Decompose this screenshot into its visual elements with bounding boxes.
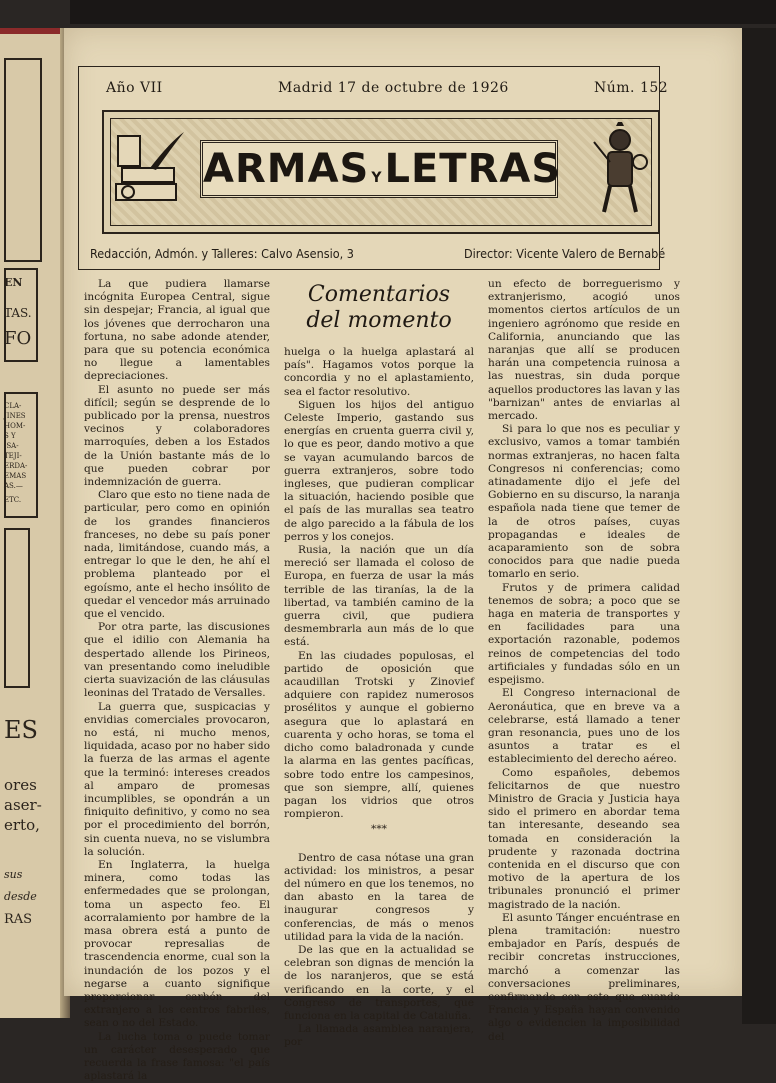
left-fragment: ores — [4, 776, 37, 794]
left-fragment: RAS — [4, 912, 33, 927]
column-1 — [84, 278, 270, 1083]
knight-figure-icon — [588, 122, 652, 218]
left-fragment: ES — [4, 716, 38, 744]
scanner-right-edge — [742, 28, 776, 1024]
paragraph: La lucha toma o puede tomar un carácter desesperado que recuerda la frase famosa: "el país aplastará la — [84, 1030, 270, 1083]
paragraph: Si para lo que nos es peculiar y exclusivo, vamos a tomar también normas extranjeras, no hacen falta Congresos ni conferencias; como atinadamente dijo el jefe del Gobierno en su discurso, la naranja española nada tiene que temer de la de otros países, cuyas propagandas e ideales de acaparamiento son de sobra conocidos para que nadie pueda tomarlo en serio. — [488, 423, 680, 581]
director-line: Director: Vicente Valero de Bernabé — [464, 246, 666, 261]
address-line: Redacción, Admón. y Talleres: Calvo Asensio, 3 — [90, 246, 354, 261]
paragraph: Por otra parte, las discusiones que el idilio con Alemania ha despertado allende los Pirineos, van presentando como ineludible cierta suavización de las cláusulas leoninas del Tratado de Versalles. — [84, 621, 270, 700]
adjacent-page — [0, 28, 70, 1018]
left-page-box-lower — [4, 528, 30, 688]
section-separator: *** — [371, 823, 387, 836]
left-fragment: ETC. — [4, 496, 22, 504]
article-title — [284, 282, 474, 334]
left-fragment: JINES — [4, 412, 26, 420]
title-conjunction: Y — [371, 169, 383, 186]
paragraph: En Inglaterra, la huelga minera, como todas las enfermedades que se prolongan, toma un aspecto feo. El acorralamiento por hambre de la masa obrera está a punto de provocar represalias de trascendencia enorme, cual son la inundación de los pozos y el negarse a cuanto signifique proporcionar carbón del extranjero a los centros fabriles, sean o no del Estado. — [84, 858, 270, 1030]
dateline: Madrid 17 de octubre de 1926 — [278, 80, 509, 96]
paragraph: Como españoles, debemos felicitarnos de que nuestro Ministro de Gracia y Justicia haya sido el primero en abordar tema tan interesante, deseando sea tomada en consideración la prudente y razonada doctrina contenida en el discurso que con motivo de la apertura de los tribunales pronunció el primer magistrado de la nación. — [488, 766, 680, 911]
paragraph: La guerra que, suspicacias y envidias comerciales provocaron, no está, ni mucho menos, liquidada, acaso por no haber sido la fuerza de las armas el agente que la terminó: intereses creados al amparo de promesas incumplibles, se opondrán a un finiquito definitivo, y como no sea por el procedimiento del borrón, sin cuenta nueva, no se vislumbra la solución. — [84, 700, 270, 858]
left-fragment: AS.— — [4, 482, 23, 490]
left-fragment: TEJI- — [4, 452, 22, 460]
title-box — [200, 140, 562, 198]
left-fragment: HOM- — [4, 422, 26, 430]
left-fragment: -SA- — [4, 442, 19, 450]
article-title-line-2: del momento — [306, 308, 452, 333]
title-letras: LETRAS — [384, 146, 562, 192]
column-2 — [284, 346, 474, 1050]
left-fragment: S Y — [4, 432, 16, 440]
paragraph: Frutos y de primera calidad tenemos de sobra; a poco que se haga en materia de transportes y en facilidades para una exportación razonable, podemos reinos de competencias del todo artificiales y fundadas sólo en un espejismo. — [488, 581, 680, 687]
books-quill-icon — [110, 128, 190, 214]
paragraph: La llamada asamblea naranjera, por — [284, 1023, 474, 1049]
article-title-line-1: Comentarios — [307, 282, 451, 307]
paragraph: El asunto no puede ser más difícil; según se desprende de lo publicado por la prensa, nuestros vecinos y colaboradores marroquíes, deben a los Estados de la Unión bastante más de lo que pueden cobrar por indemnización de guerra. — [84, 383, 270, 489]
paragraph: Rusia, la nación que un día mereció ser llamada el coloso de Europa, en fuerza de usar la más terrible de las tiranías, la de la libertad, va también camino de la guerra civil, que pudiera desmembrarla aun más de lo que está. — [284, 544, 474, 649]
left-fragment: erto, — [4, 816, 40, 834]
title-armas: ARMAS — [203, 146, 370, 192]
left-fragment: EMAS — [4, 472, 27, 480]
paragraph: Dentro de casa nótase una gran actividad: los ministros, a pesar del número en que los tenemos, no dan abasto en la tarea de inaugurar congresos y conferencias, de más o menos utilidad para la vida de la nación. — [284, 851, 474, 943]
masthead — [102, 110, 660, 234]
paragraph: Claro que esto no tiene nada de particular, pero como en opinión de los grandes financieros franceses, no debe su país poner nada, limitándose, cuando más, a entregar lo que le den, he ahí el problema planteado por el egoísmo, ante el hecho insólito de quedar el vencedor más arruinado que el vencido. — [84, 489, 270, 621]
paragraph: La que pudiera llamarse incógnita Europea Central, sigue sin despejar; Francia, al igual que los jóvenes que derrocharon una fortuna, no sabe adonde atender, para que su potencia económica no llegue a lamentables depreciaciones. — [84, 278, 270, 383]
paragraph: El asunto Tánger encuéntrase en plena tramitación: nuestro embajador en París, después de recibir concretas instrucciones, marchó a comenzar las conversaciones preliminares, confirmando con esto que cuando Francia y España hayan convenido algo o evidencien la imposibilidad del — [488, 911, 680, 1043]
paragraph: De las que en la actualidad se celebran son dignas de mención la de los naranjeros, que se está verificando en la corte, y el Congreso de transportes, que funciona en la capital de Cataluña. — [284, 943, 474, 1022]
spacer — [284, 839, 474, 852]
year-label: Año VII — [106, 80, 163, 96]
column-3 — [488, 278, 680, 1044]
left-fragment: sus — [4, 868, 23, 881]
left-fragment: aser- — [4, 796, 42, 814]
left-page-box-top — [4, 58, 42, 262]
left-fragment: ERDA- — [4, 462, 28, 470]
paragraph: El Congreso internacional de Aeronáutica, que en breve va a celebrarse, está llamado a tener gran resonancia, pues uno de los asuntos a tratar es el establecimiento del derecho aéreo. — [488, 687, 680, 766]
paragraph: un efecto de borreguerismo y extranjerismo, acogió unos momentos ciertos artículos de un ingeniero agrónomo que reside en California, anunciando que las naranjas que allí se producen harán una competencia ruinosa a las nuestras, sin duda porque aquellos productores las lavan y las "barnizan" antes de enviarlas al mercado. — [488, 278, 680, 423]
left-fragment: FO — [4, 328, 32, 349]
newspaper-page — [64, 28, 742, 1083]
paragraph: huelga o la huelga aplastará al país". Hagamos votos porque la concordia y no el aplastamiento, sea el factor resolutivo. — [284, 346, 474, 398]
paragraph: Siguen los hijos del antiguo Celeste Imperio, gastando sus energías en cruenta guerra civil y, lo que es peor, dando motivo a que se vayan acumulando barcos de guerra extranjeros, sobre todo ingleses, que pudieran complicar la situación, haciendo posible que el país de las murallas sea teatro de algo parecido a la fábula de los perros y los conejos. — [284, 398, 474, 543]
issue-number: Núm. 152 — [594, 80, 669, 96]
paragraph: En las ciudades populosas, el partido de oposición que acaudillan Trotski y Zinovief adquiere con rapidez numerosos prosélitos y aunque el gobierno asegura que lo aplastará en cuarenta y ocho horas, se toma el dicho como baladronada y cunde la alarma en las gentes pacíficas, sobre todo entre los campesinos, que son siempre, allí, quienes pagan los vidrios que otros rompieron. — [284, 649, 474, 821]
left-fragment: desde — [4, 890, 37, 903]
left-fragment: CLA- — [4, 402, 22, 410]
scanner-top-edge — [70, 0, 776, 24]
left-fragment: TAS. — [4, 306, 32, 320]
left-fragment: EN — [4, 276, 23, 289]
